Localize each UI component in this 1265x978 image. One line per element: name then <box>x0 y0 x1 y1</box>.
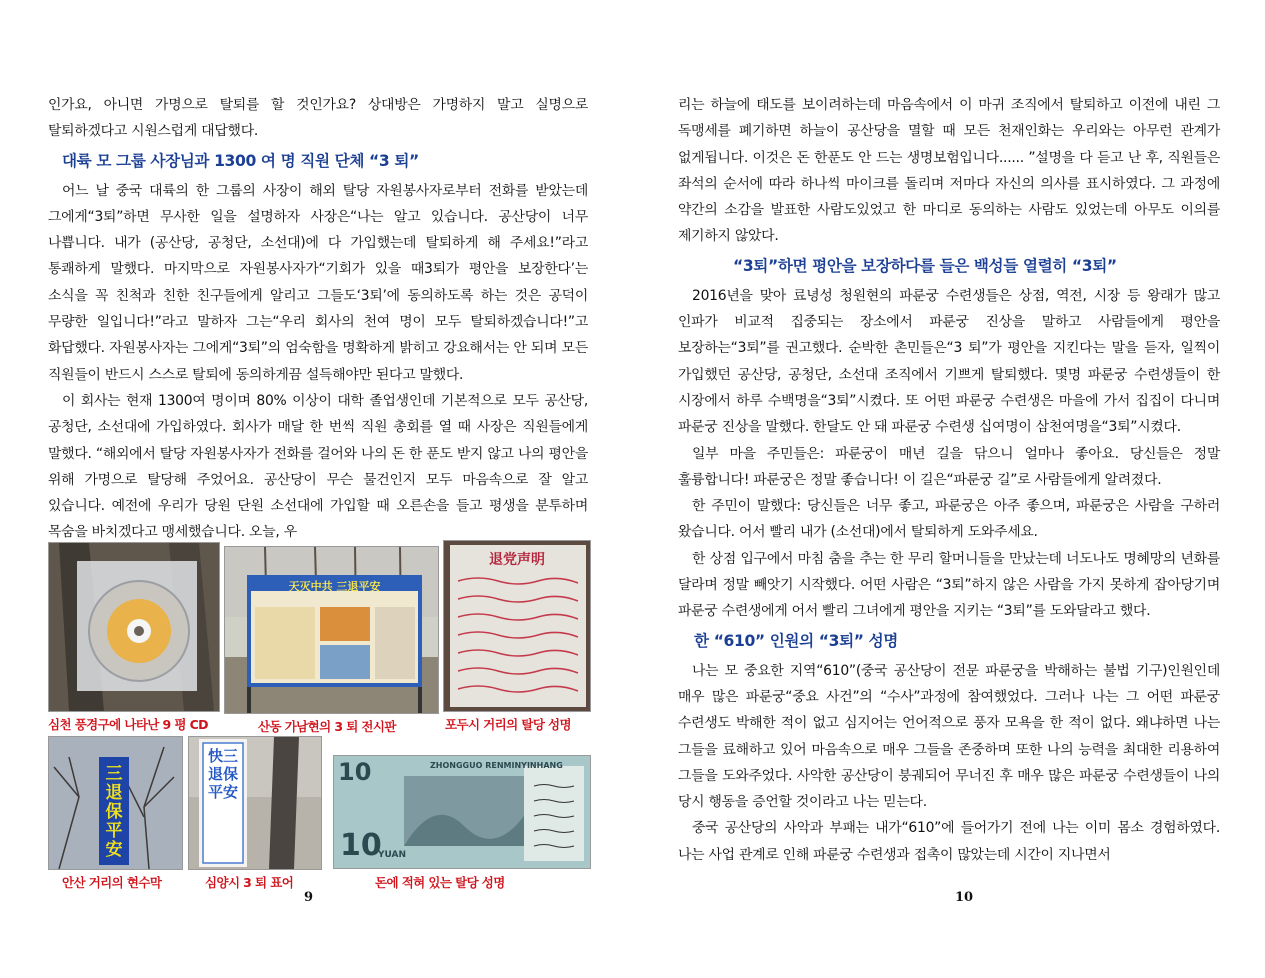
page-number: 9 <box>304 890 314 905</box>
paragraph: 일부 마을 주민들은: 파룬궁이 매년 길을 닦으니 얼마나 좋아요. 당신들은 정말 훌륭합니다! 파룬궁은 정말 좋습니다! 이 길은“파룬궁 길”로 사람들에게 알려졌다. <box>678 445 1220 488</box>
poster-title: 退党声明 <box>489 552 545 568</box>
left-page <box>0 0 632 978</box>
photo-banknote <box>333 755 591 869</box>
banknote-bank-name: ZHONGGUO RENMINYINHANG <box>430 761 563 770</box>
photo-street-banner <box>48 736 183 870</box>
photo-caption: 포두시 거리의 탈당 성명 <box>445 717 572 732</box>
paragraph: 이 회사는 현재 1300여 명이며 80% 이상이 대학 졸업생인데 기본적으로 모두 공산당, 공청단, 소선대에 가입하였다. 회사가 매달 한 번씩 직원 총회를 열 때 사장은 직원들에게 말했다. “해외에서 탈당 자원봉사자가 전화를 걸어와 나의 돈 한 푼도 받지 않고 나의 평안을 위해 가명으로 탈당해 주었어요. 공산당이 무슨 물건인지 모두 마음속으로 잘 알고 있습니다. 예전에 우리가 당원 단원 소선대에 가입할 때 오른손을 들고 평생을 분투하며 목숨을 바치겠다고 맹세했습니다. 오늘, 우 <box>48 392 588 541</box>
paragraph: 나는 모 중요한 지역“610”(중국 공산당이 전문 파룬궁을 박해하는 불법 기구)인원인데 매우 많은 파룬궁“중요 사건”의 “수사”과정에 참여했었다. 그러나 나는 그 어떤 파룬궁 수련생도 박해한 적이 없고 심지어는 언어적으로 풍자 모욕을 한 적이 없다. 왜냐하면 나는 그들을 료해하고 있어 마음속으로 매우 그들을 존중하며 또한 나의 능력을 최대한 리용하여 그들을 도와주었다. 사악한 공산당이 붕궤되어 무너진 후 매우 많은 파룬궁 수련생들이 나의 당시 행동을 증언할 것이라고 나는 믿는다. <box>678 662 1220 811</box>
photo-caption: 산동 가남현의 3 퇴 전시판 <box>258 719 396 734</box>
paragraph: 중국 공산당의 사악과 부패는 내가“610”에 들어가기 전에 나는 이미 몸소 경험하였다. 나는 사업 관계로 인해 파룬궁 수련생과 접촉이 많았는데 시간이 지나면서 <box>678 820 1220 863</box>
banknote-yuan: YUAN <box>378 850 407 860</box>
banknote-denomination: 10 <box>338 758 372 786</box>
paragraph: 어느 날 중국 대륙의 한 그룹의 사장이 해외 탈당 자원봉사자로부터 전화를 받았는데 그에게“3퇴”하면 무사한 일을 설명하자 사장은“나는 알고 있습니다. 공산당이 너무 나쁩니다. 내가 (공산당, 공청단, 소선대)에 다 가입했는데 탈퇴하게 해 주세요!”라고 통쾌하게 말했다. 마지막으로 자원봉사자가“기회가 있을 때3퇴가 평안을 보장한다’는 소식을 꼭 친척과 친한 친구들에게 알리고 그들도‘3퇴’에 동의하도록 하는 것은 공덕이 무량한 일입니다!”라고 말하자 그는“우리 회사의 천여 명이 모두 탈퇴하겠습니다!”고 화답했다. 자원봉사자는 그에게“3퇴”의 엄숙함을 명확하게 밝히고 강요해서는 안 되며 모든 직원들이 반드시 스스로 탈퇴에 동의하게끔 설득해야만 된다고 말했다. <box>48 182 588 383</box>
photo-exhibition-board <box>224 546 439 714</box>
photo-caption: 돈에 적혀 있는 탈당 성명 <box>375 875 505 890</box>
paragraph-continuation: 리는 하늘에 태도를 보이려하는데 마음속에서 이 마귀 조직에서 탈퇴하고 이전에 내린 그 독맹세를 폐기하면 하늘이 공산당을 멸할 때 모든 천재인화는 우리와는 아무런 관계가 없게됩니다. 이것은 돈 한푼도 안 드는 생명보험입니다...... ”설명을 다 듣고 난 후, 직원들은 좌석의 순서에 따라 하나씩 마이크를 돌리며 저마다 자신의 의사를 표시하였다. 그 과정에 약간의 소감을 발표한 사람도있었고 한 마디로 동의하는 사람도 있었는데 아무도 이의를 제기하지 않았다. <box>678 97 1220 245</box>
paragraph: 한 주민이 말했다: 당신들은 너무 좋고, 파룬궁은 아주 좋으며, 파룬궁은 사람을 구하러 왔습니다. 어서 빨리 내가 (소선대)에서 탈퇴하게 도와주세요. <box>678 498 1220 541</box>
photo-caption: 심천 풍경구에 나타난 9 평 CD <box>48 717 208 732</box>
right-text-column <box>678 92 1220 868</box>
section-heading: 대륙 모 그룹 사장님과 1300 여 명 직원 단체 “3 퇴” <box>62 151 419 170</box>
paragraph: 한 상점 입구에서 마침 춤을 추는 한 무리 할머니들을 만났는데 너도나도 명혜망의 년화를 달라며 정말 빼앗기 시작했다. 어떤 사람은 “3퇴”하지 않은 사람을 가지 못하게 잡아당기며 파룬궁 수련생에게 어서 빨리 그녀에게 평안을 지키는 “3퇴”를 도와달라고 했다. <box>678 550 1220 620</box>
banner-characters: 三退保平安 <box>105 764 123 860</box>
section-heading: “3퇴”하면 평안을 보장하다를 들은 백성들 열렬히 “3퇴” <box>733 256 1117 275</box>
section-heading: 한 “610” 인원의 “3퇴” 성명 <box>694 631 898 650</box>
photo-caption: 안산 거리의 현수막 <box>62 875 162 890</box>
paragraph: 2016년을 맞아 료녕성 청원현의 파룬궁 수련생들은 상점, 역전, 시장 등 왕래가 많고 인파가 비교적 집중되는 장소에서 파룬궁 진상을 말하고 사람들에게 평안을 보장하는“3퇴”를 권고했다. 순박한 촌민들은“3 퇴”가 평안을 지킨다는 말을 듣자, 일찍이 가입했던 공산당, 공청단, 소선대 조직에서 기쁘게 탈퇴했다. 몇명 파룬궁 수련생들이 한 시장에서 하루 수백명을“3퇴”시켰다. 또 어떤 파룬궁 수련생은 마을에 가서 집집이 다니며 파룬궁 진상을 말했다. 한달도 안 돼 파룬궁 수련생 십여명이 삼천여명을“3퇴”시켰다. <box>678 287 1220 436</box>
right-page <box>633 0 1265 978</box>
sign-characters: 快三退保平安 <box>207 747 238 801</box>
board-banner-text: 天灭中共 三退平安 <box>288 580 381 593</box>
photo-handwritten-poster <box>443 540 591 712</box>
paragraph-continuation: 인가요, 아니면 가명으로 탈퇴를 할 것인가요? 상대방은 가명하지 말고 실명으로 탈퇴하겠다고 시원스럽게 대답했다. <box>48 97 588 140</box>
photo-cd-on-tree <box>48 542 220 712</box>
left-text-column <box>48 92 588 546</box>
photo-slogan-sign <box>188 736 322 870</box>
banknote-denomination-large: 10 <box>340 828 382 863</box>
page-number: 10 <box>955 890 974 905</box>
photo-caption: 심양시 3 퇴 표어 <box>205 875 294 890</box>
